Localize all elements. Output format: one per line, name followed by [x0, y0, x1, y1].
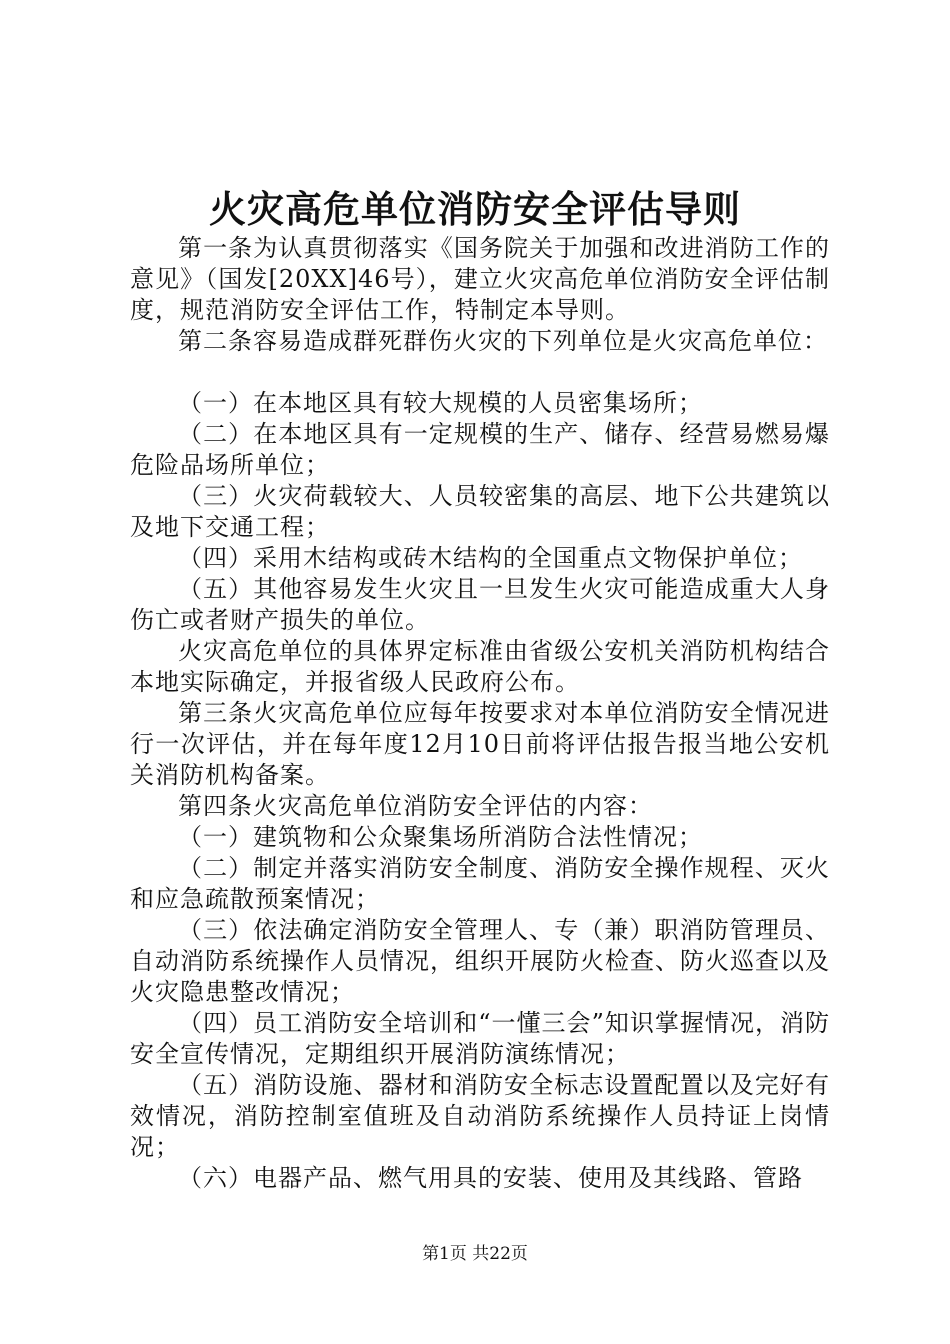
paragraph-content-2: （二）制定并落实消防安全制度、消防安全操作规程、灭火和应急疏散预案情况；	[130, 854, 830, 913]
document-body	[130, 233, 830, 1194]
paragraph-article-1: 第一条为认真贯彻落实《国务院关于加强和改进消防工作的意见》（国发[20XX]46号），建立火灾高危单位消防安全评估制度，规范消防安全评估工作，特制定本导则。	[130, 234, 830, 324]
paragraph-item-5: （五）其他容易发生火灾且一旦发生火灾可能造成重大人身伤亡或者财产损失的单位。	[130, 575, 830, 634]
paragraph-content-1: （一）建筑物和公众聚集场所消防合法性情况；	[178, 823, 703, 851]
paragraph-definition-note: 火灾高危单位的具体界定标准由省级公安机关消防机构结合本地实际确定，并报省级人民政府公布。	[130, 637, 830, 696]
paragraph-article-2: 第二条容易造成群死群伤火灾的下列单位是火灾高危单位：	[178, 327, 828, 355]
paragraph-item-1: （一）在本地区具有较大规模的人员密集场所；	[178, 389, 703, 417]
paragraph-content-3: （三）依法确定消防安全管理人、专（兼）职消防管理员、自动消防系统操作人员情况，组织开展防火检查、防火巡查以及火灾隐患整改情况；	[130, 916, 830, 1006]
paragraph-content-4: （四）员工消防安全培训和“一懂三会”知识掌握情况，消防安全宣传情况，定期组织开展消防演练情况；	[130, 1009, 830, 1068]
paragraph-article-3: 第三条火灾高危单位应每年按要求对本单位消防安全情况进行一次评估，并在每年度12月10日前将评估报告报当地公安机关消防机构备案。	[130, 699, 830, 789]
paragraph-content-5: （五）消防设施、器材和消防安全标志设置配置以及完好有效情况，消防控制室值班及自动消防系统操作人员持证上岗情况；	[130, 1071, 830, 1161]
document-title: 火灾高危单位消防安全评估导则	[209, 187, 741, 231]
paragraph-item-3: （三）火灾荷载较大、人员较密集的高层、地下公共建筑以及地下交通工程；	[130, 482, 830, 541]
paragraph-item-4: （四）采用木结构或砖木结构的全国重点文物保护单位；	[178, 544, 803, 572]
paragraph-article-4: 第四条火灾高危单位消防安全评估的内容：	[178, 792, 653, 820]
page-footer: 第1页 共22页	[422, 1244, 528, 1264]
paragraph-item-2: （二）在本地区具有一定规模的生产、储存、经营易燃易爆危险品场所单位；	[130, 420, 830, 479]
paragraph-content-6: （六）电器产品、燃气用具的安装、使用及其线路、管路	[178, 1164, 803, 1192]
